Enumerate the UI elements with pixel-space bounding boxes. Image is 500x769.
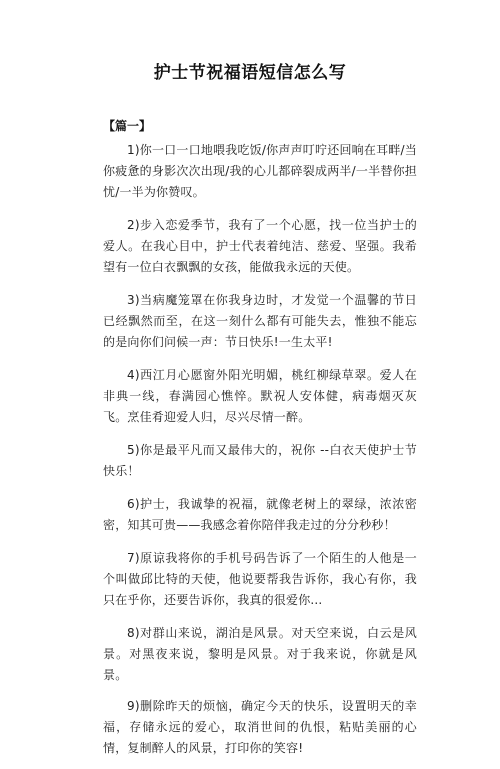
paragraph-1: 1)你一口一口地喂我吃饭/你声声叮咛还回响在耳畔/当你疲惫的身影次次出现/我的心儿都碎裂成两半/一半替你担忧/一半为你赞叹。	[103, 143, 417, 199]
document-body	[103, 140, 417, 769]
paragraph-6: 6)护士，我诚挚的祝福，就像老树上的翠绿，浓浓密密，知其可贵——我感念着你陪伴我走过的分分秒秒！	[103, 497, 417, 532]
paragraph-5: 5)你是最平凡而又最伟大的，祝你 --白衣天使护士节快乐！	[103, 443, 417, 478]
paragraph-4: 4)西江月心愿窗外阳光明媚，桃红柳绿草翠。爱人在非典一线，春满园心憔悴。默祝人安体健，病毒烟灭灰飞。烹佳肴迎爱人归，尽兴尽情一醉。	[103, 368, 417, 424]
paragraph-2: 2)步入恋爱季节，我有了一个心愿，找一位当护士的爱人。在我心目中，护士代表着纯洁、慈爱、坚强。我希望有一位白衣飘飘的女孩，能做我永远的天使。	[103, 218, 417, 274]
section-label: 【篇一】	[103, 119, 152, 133]
document-title: 护士节祝福语短信怎么写	[153, 63, 347, 83]
paragraph-8: 8)对群山来说，湖泊是风景。对天空来说，白云是风景。对黑夜来说，黎明是风景。对于我来说，你就是风景。	[103, 626, 417, 682]
paragraph-7: 7)原谅我将你的手机号码告诉了一个陌生的人他是一个叫做邱比特的天使，他说要帮我告诉你，我心有你，我只在乎你，还要告诉你，我真的很爱你...	[103, 551, 417, 607]
paragraph-9: 9)删除昨天的烦恼，确定今天的快乐，设置明天的幸福，存储永远的爱心，取消世间的仇恨，粘贴美丽的心情，复制醉人的风景，打印你的笑容!	[103, 699, 417, 755]
paragraph-3: 3)当病魔笼罩在你我身边时，才发觉一个温馨的节日已经飘然而至，在这一刻什么都有可能失去，惟独不能忘的是向你们问候一声：节日快乐!一生太平!	[103, 293, 417, 349]
